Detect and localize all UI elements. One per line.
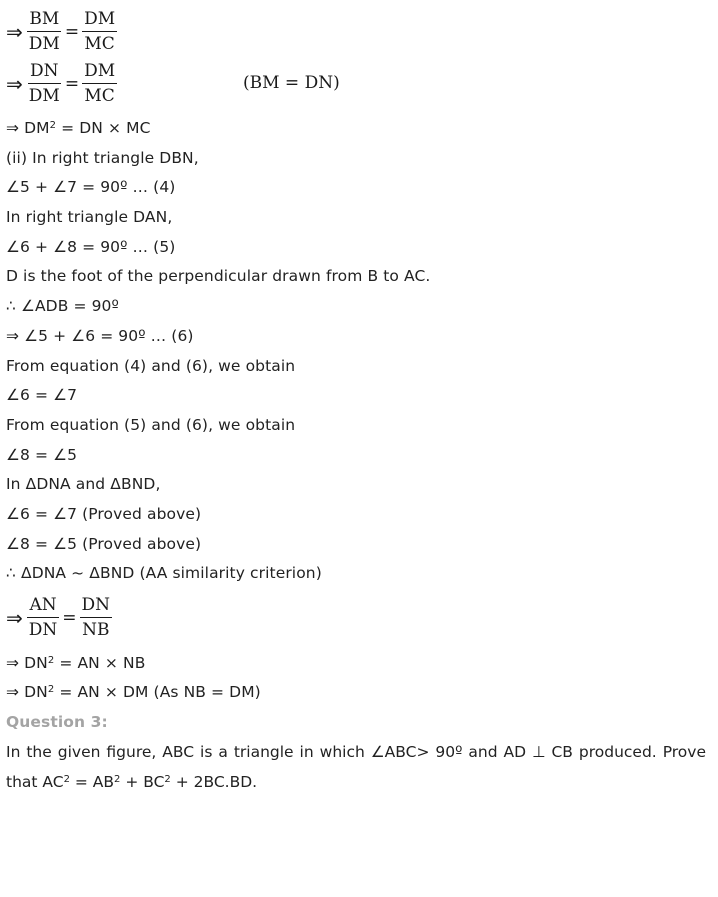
denominator: DN <box>28 620 58 640</box>
fraction-dm-mc <box>82 63 117 105</box>
question-text: In the given figure, ABC is a triangle in which ∠ABC> 90º and AD ⊥ CB produced. Prove that $AC^2 = AB^2 + BC^2 + 2BC.BD$. <box>6 743 706 791</box>
fraction-an-dn <box>27 597 60 639</box>
text-line-4: In right triangle DAN, <box>6 208 173 226</box>
text-line-12: ∠8 = ∠5 <box>6 446 78 464</box>
numerator: DN <box>28 63 61 84</box>
text-line-14: ∠6 = ∠7 (Proved above) <box>6 505 202 523</box>
text-line-2: (ii) In right triangle DBN, <box>6 149 199 167</box>
text-line-1: ⇒ $DM^2$ = DN × MC <box>6 119 151 137</box>
text-line-18: ⇒ $DN^2$ = AN × DM (As NB = DM) <box>6 683 261 701</box>
numerator: AN <box>27 597 58 618</box>
numerator: DM <box>82 63 117 84</box>
text-line-7: ∴ ∠ADB = 90º <box>6 297 119 315</box>
fraction-equation-1 <box>6 5 117 59</box>
text-line-6: D is the foot of the perpendicular drawn from B to AC. <box>6 267 431 285</box>
fraction-dn-dm <box>27 63 62 105</box>
implies-symbol: ⇒ <box>6 72 23 96</box>
text-line-8: ⇒ ∠5 + ∠6 = 90º … (6) <box>6 327 194 345</box>
bm-equals-dn-note: (BM = DN) <box>243 73 340 93</box>
text-line-17: ⇒ $DN^2$ = AN × NB <box>6 654 146 672</box>
numerator: DN <box>80 597 113 618</box>
fraction-dn-nb <box>80 597 113 639</box>
equals-sign: = <box>64 22 80 42</box>
equals-sign: = <box>64 74 80 94</box>
fraction-equation-3 <box>6 591 112 645</box>
numerator: DM <box>82 11 117 32</box>
text-line-3: ∠5 + ∠7 = 90º … (4) <box>6 178 176 196</box>
denominator: NB <box>82 620 110 640</box>
text-line-10: ∠6 = ∠7 <box>6 386 78 404</box>
denominator: DM <box>28 34 60 54</box>
denominator: MC <box>84 34 115 54</box>
fraction-equation-2 <box>6 57 117 111</box>
question-heading: Question 3: <box>6 713 108 731</box>
text-line-15: ∠8 = ∠5 (Proved above) <box>6 535 202 553</box>
text-line-9: From equation (4) and (6), we obtain <box>6 357 296 375</box>
text-line-5: ∠6 + ∠8 = 90º … (5) <box>6 238 176 256</box>
text-line-13: In ΔDNA and ΔBND, <box>6 475 161 493</box>
fraction-dm-mc <box>82 11 117 53</box>
text-line-11: From equation (5) and (6), we obtain <box>6 416 296 434</box>
implies-symbol: ⇒ <box>6 20 23 44</box>
implies-symbol: ⇒ <box>6 606 23 630</box>
text-line-16: ∴ ΔDNA ~ ΔBND (AA similarity criterion) <box>6 564 322 582</box>
fraction-bm-dm <box>27 11 62 53</box>
denominator: DM <box>28 86 60 106</box>
numerator: BM <box>27 11 61 32</box>
denominator: MC <box>84 86 115 106</box>
equals-sign: = <box>62 608 77 628</box>
